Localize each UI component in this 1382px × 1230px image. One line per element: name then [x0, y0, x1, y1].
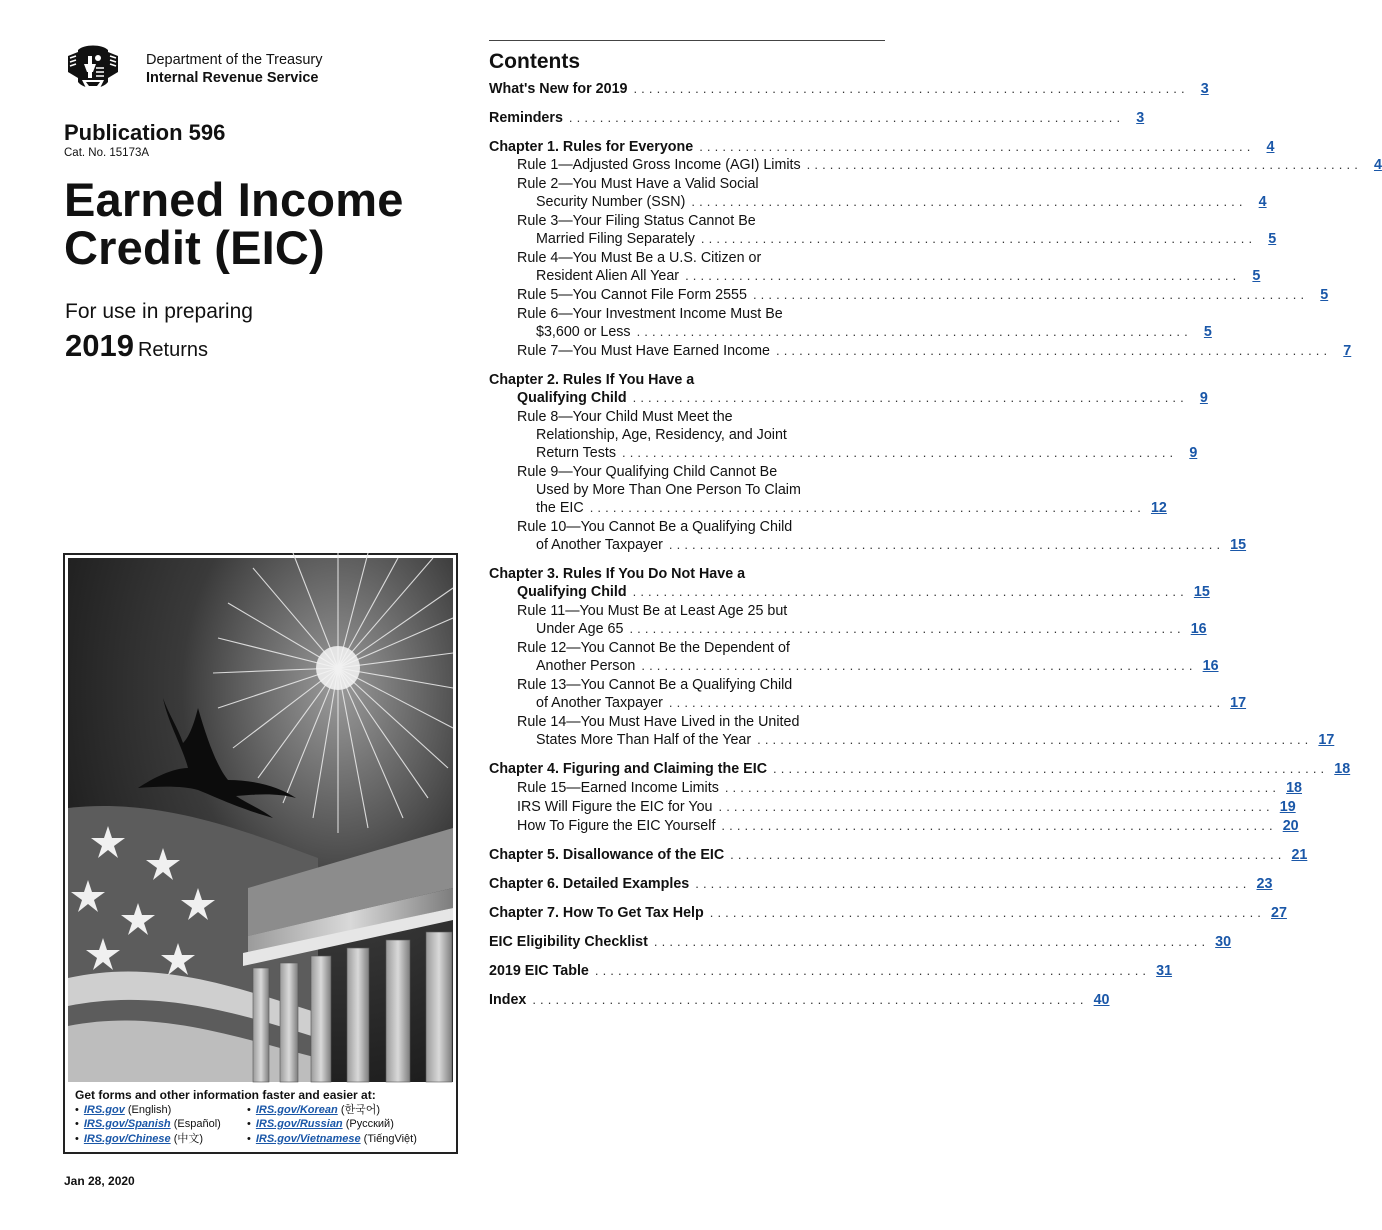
toc-page-link[interactable]: 18	[1334, 761, 1351, 777]
title-line-2: Credit (EIC)	[64, 221, 325, 274]
link-item: • IRS.gov/Chinese (中文)	[75, 1132, 204, 1145]
agency-header	[64, 40, 464, 100]
toc-line: Rule 4—You Must Be a U.S. Citizen or	[517, 250, 762, 266]
toc-chapter-7: Chapter 7. How To Get Tax Help ........................................................................ 27	[489, 905, 1287, 921]
toc-page-link[interactable]: 4	[1258, 194, 1267, 210]
toc-line: Rule 14—You Must Have Lived in the United	[517, 714, 800, 730]
toc-rule-14: Rule 14—You Must Have Lived in the United States More Than Half of the Year ........................................................................ 17	[517, 714, 1335, 748]
toc-chapter-6: Chapter 6. Detailed Examples ........................................................................ 23	[489, 876, 1273, 892]
toc-page-link[interactable]: 3	[1200, 81, 1209, 97]
contents-title: Contents	[489, 50, 580, 73]
cover-illustration-box	[63, 553, 458, 1154]
toc-line: Rule 2—You Must Have a Valid Social	[517, 176, 759, 192]
toc-page-link[interactable]: 20	[1282, 818, 1299, 834]
toc-line: Relationship, Age, Residency, and Joint	[536, 427, 787, 443]
toc-line: Rule 9—Your Qualifying Child Cannot Be	[517, 464, 778, 480]
get-forms-title: Get forms and other information faster and easier at:	[75, 1088, 376, 1102]
toc-page-link[interactable]: 17	[1318, 732, 1335, 748]
toc-page-link[interactable]: 15	[1193, 584, 1210, 600]
toc-page-link[interactable]: 5	[1252, 268, 1261, 284]
toc-rule-8: Rule 8—Your Child Must Meet the Relationship, Age, Residency, and Joint Return Tests ........................................................................ 9	[517, 409, 1198, 461]
irs-link-vietnamese[interactable]: IRS.gov/Vietnamese	[255, 1132, 361, 1145]
link-item: • IRS.gov/Spanish (Español)	[75, 1118, 221, 1130]
toc-page-link[interactable]: 9	[1199, 390, 1208, 406]
toc-page-link[interactable]: 16	[1202, 658, 1219, 674]
toc-label: Chapter 1. Rules for Everyone	[489, 139, 694, 155]
toc-line: Rule 12—You Cannot Be the Dependent of	[517, 640, 790, 656]
toc-label: What's New for 2019	[489, 81, 628, 97]
toc-label: Rule 1—Adjusted Gross Income (AGI) Limits	[517, 157, 801, 173]
toc-line: Rule 10—You Cannot Be a Qualifying Child	[517, 519, 793, 535]
toc-line: Chapter 3. Rules If You Do Not Have a	[489, 566, 746, 582]
link-language: (English)	[127, 1103, 172, 1116]
toc-page-link[interactable]: 5	[1268, 231, 1277, 247]
returns-text: Returns	[137, 339, 208, 361]
toc-label: How To Figure the EIC Yourself	[517, 818, 716, 834]
toc-label: States More Than Half of the Year	[536, 732, 752, 748]
toc-page-link[interactable]: 7	[1343, 343, 1352, 359]
toc-page-link[interactable]: 18	[1286, 780, 1303, 796]
toc-page-link[interactable]: 16	[1190, 621, 1207, 637]
toc-label: Return Tests	[536, 445, 616, 461]
toc-page-link[interactable]: 17	[1230, 695, 1247, 711]
link-item: • IRS.gov/Korean (한국어)	[247, 1103, 381, 1116]
toc-chapter-4: Chapter 4. Figuring and Claiming the EIC ........................................................................ 18 Rule 15—Earned Income Limits ........................................................................ 18 IRS Will Figure the EIC for You ........................................................................ 19 How To Figure the EIC Yourself ........................................................................ 20	[489, 761, 1351, 834]
toc-page-link[interactable]: 19	[1279, 799, 1296, 815]
toc-chapter-1: Chapter 1. Rules for Everyone ........................................................................ 4 Rule 1—Adjusted Gross Income (AGI) Limits ........................................................................ 4 Rule 2—You Must Have a Valid Social Security Number (SSN) ........................................................................ 4 Rule 3—Your Filing Status Cannot Be Married Filing Separately ........................................................................ 5 Rule 4—You Must Be a U.S. Citizen or Resident Alien All Year ........................................................................ 5 Rule 5—You Cannot File Form 2555 ........................................................................ 5 Rule 6—Your Investment Income Must Be $3,600 or Less ........................................................................ 5 Rule 7—You Must Have Earned Income ........................................................................ 7	[489, 139, 1382, 359]
link-item: • IRS.gov (English)	[75, 1103, 172, 1116]
toc-label: Rule 5—You Cannot File Form 2555	[517, 287, 747, 303]
toc-page-link[interactable]: 5	[1320, 287, 1329, 303]
publication-number: Publication 596	[64, 120, 226, 145]
link-language: (TiếngViệt)	[363, 1132, 417, 1145]
toc-label: Chapter 5. Disallowance of the EIC	[489, 847, 725, 863]
irs-link-korean[interactable]: IRS.gov/Korean	[255, 1103, 338, 1116]
agency-department: Department of the Treasury	[146, 52, 323, 68]
toc-label: IRS Will Figure the EIC for You	[517, 799, 713, 815]
toc-page-link[interactable]: 3	[1136, 110, 1145, 126]
toc-page-link[interactable]: 4	[1266, 139, 1275, 155]
toc-rule-12: Rule 12—You Cannot Be the Dependent of Another Person ........................................................................ 16	[517, 640, 1219, 674]
toc-chapter-3: Chapter 3. Rules If You Do Not Have a Qualifying Child ........................................................................ 15 Rule 11—You Must Be at Least Age 25 but Under Age 65 ........................................................................ 16 Rule 12—You Cannot Be the Dependent of Another Person ........................................................................ 16 Rule 13—You Cannot Be a Qualifying Child of Another Taxpayer ........................................................................ 17 Rule 14—You Must Have Lived in the United States More Than Half of the Year ........................................................................ 17	[489, 566, 1335, 748]
toc-page-link[interactable]: 4	[1373, 157, 1382, 173]
toc-page-link[interactable]: 12	[1150, 500, 1167, 516]
toc-rule-13: Rule 13—You Cannot Be a Qualifying Child of Another Taxpayer ........................................................................ 17	[517, 677, 1247, 711]
toc-label: Married Filing Separately	[536, 231, 695, 247]
toc-chapter-5: Chapter 5. Disallowance of the EIC ........................................................................ 21	[489, 847, 1308, 863]
tax-year-line	[65, 328, 208, 364]
irs-link-chinese[interactable]: IRS.gov/Chinese	[83, 1132, 171, 1145]
toc-page-link[interactable]: 23	[1256, 876, 1273, 892]
toc-label: Chapter 7. How To Get Tax Help	[489, 905, 704, 921]
document-title	[64, 173, 404, 274]
irs-link-russian[interactable]: IRS.gov/Russian	[255, 1118, 343, 1130]
toc-reminders: Reminders ........................................................................ 3	[489, 110, 1145, 126]
irs-link-spanish[interactable]: IRS.gov/Spanish	[83, 1118, 171, 1130]
toc-line: Chapter 2. Rules If You Have a	[489, 372, 695, 388]
title-line-1: Earned Income	[64, 173, 404, 226]
irs-link-english[interactable]: IRS.gov	[83, 1103, 125, 1116]
toc-eic-table: 2019 EIC Table ........................................................................ 31	[489, 963, 1173, 979]
toc-page-link[interactable]: 27	[1271, 905, 1287, 921]
table-of-contents	[489, 40, 1382, 1020]
irs-links-list	[75, 1103, 450, 1147]
link-language: (Pусский)	[345, 1118, 394, 1130]
toc-checklist: EIC Eligibility Checklist ........................................................................ 30	[489, 934, 1232, 950]
toc-page-link[interactable]: 9	[1189, 445, 1198, 461]
toc-label: Chapter 4. Figuring and Claiming the EIC	[489, 761, 768, 777]
toc-label: Rule 15—Earned Income Limits	[517, 780, 719, 796]
toc-label: Rule 7—You Must Have Earned Income	[517, 343, 770, 359]
toc-rule-2: Rule 2—You Must Have a Valid Social Security Number (SSN) ........................................................................ 4	[517, 176, 1267, 210]
link-item: • IRS.gov/Vietnamese (TiếngViệt)	[247, 1132, 417, 1145]
link-language: (한국어)	[340, 1103, 381, 1116]
toc-rule-9: Rule 9—Your Qualifying Child Cannot Be Used by More Than One Person To Claim the EIC ........................................................................ 12	[517, 464, 1167, 516]
toc-label: Under Age 65	[536, 621, 624, 637]
toc-page-link[interactable]: 30	[1215, 934, 1232, 950]
toc-label: $3,600 or Less	[536, 324, 631, 340]
toc-page-link[interactable]: 31	[1156, 963, 1173, 979]
toc-label: 2019 EIC Table	[489, 963, 589, 979]
toc-page-link[interactable]: 5	[1203, 324, 1212, 340]
toc-line: Rule 6—Your Investment Income Must Be	[517, 306, 783, 322]
toc-line: Rule 8—Your Child Must Meet the	[517, 409, 733, 425]
toc-label: Resident Alien All Year	[536, 268, 680, 284]
toc-page-link[interactable]: 21	[1291, 847, 1308, 863]
toc-label: Chapter 6. Detailed Examples	[489, 876, 690, 892]
toc-label: Security Number (SSN)	[536, 194, 686, 210]
toc-index: Index ........................................................................ 40	[489, 992, 1110, 1008]
toc-label: Index	[489, 992, 527, 1008]
toc-line: Used by More Than One Person To Claim	[536, 482, 801, 498]
toc-line: Rule 3—Your Filing Status Cannot Be	[517, 213, 756, 229]
for-use-text: For use in preparing	[65, 300, 253, 323]
catalog-number: Cat. No. 15173A	[64, 147, 150, 159]
link-language: (中文)	[173, 1132, 204, 1145]
toc-label: Another Person	[536, 658, 636, 674]
toc-rule-4: Rule 4—You Must Be a U.S. Citizen or Resident Alien All Year ........................................................................ 5	[517, 250, 1261, 284]
toc-chapter-2: Chapter 2. Rules If You Have a Qualifying Child ........................................................................ 9 Rule 8—Your Child Must Meet the Relationship, Age, Residency, and Joint Return Tests ........................................................................ 9 Rule 9—Your Qualifying Child Cannot Be Used by More Than One Person To Claim the EIC ........................................................................ 12 Rule 10—You Cannot Be a Qualifying Child of Another Taxpayer ........................................................................ 15	[489, 372, 1247, 553]
cover-illustration	[68, 558, 453, 1082]
link-language: (Español)	[173, 1118, 221, 1130]
toc-rule-6: Rule 6—Your Investment Income Must Be $3,600 or Less ........................................................................ 5	[517, 306, 1212, 340]
toc-label: Reminders	[489, 110, 563, 126]
toc-label: Qualifying Child	[517, 390, 627, 406]
toc-label: Qualifying Child	[517, 584, 627, 600]
toc-rule-11: Rule 11—You Must Be at Least Age 25 but Under Age 65 ........................................................................ 16	[517, 603, 1207, 637]
toc-label: of Another Taxpayer	[536, 695, 663, 711]
toc-page-link[interactable]: 40	[1093, 992, 1110, 1008]
link-item: • IRS.gov/Russian (Pусский)	[247, 1118, 394, 1130]
get-forms-panel	[75, 1088, 450, 1146]
toc-line: Rule 13—You Cannot Be a Qualifying Child	[517, 677, 793, 693]
agency-irs: Internal Revenue Service	[146, 70, 319, 86]
irs-eagle-logo-icon	[64, 42, 122, 94]
contents-divider	[489, 40, 885, 41]
toc-rule-3: Rule 3—Your Filing Status Cannot Be Married Filing Separately ........................................................................ 5	[517, 213, 1277, 247]
toc-page-link[interactable]: 15	[1230, 537, 1247, 553]
publication-date: Jan 28, 2020	[64, 1174, 135, 1188]
tax-year: 2019	[65, 328, 134, 363]
toc-rule-10: Rule 10—You Cannot Be a Qualifying Child of Another Taxpayer ........................................................................ 15	[517, 519, 1247, 553]
toc-whats-new: What's New for 2019 ........................................................................ 3	[489, 81, 1209, 97]
toc-line: Rule 11—You Must Be at Least Age 25 but	[517, 603, 788, 619]
toc-label: of Another Taxpayer	[536, 537, 663, 553]
toc-label: the EIC	[536, 500, 584, 516]
toc-label: EIC Eligibility Checklist	[489, 934, 648, 950]
